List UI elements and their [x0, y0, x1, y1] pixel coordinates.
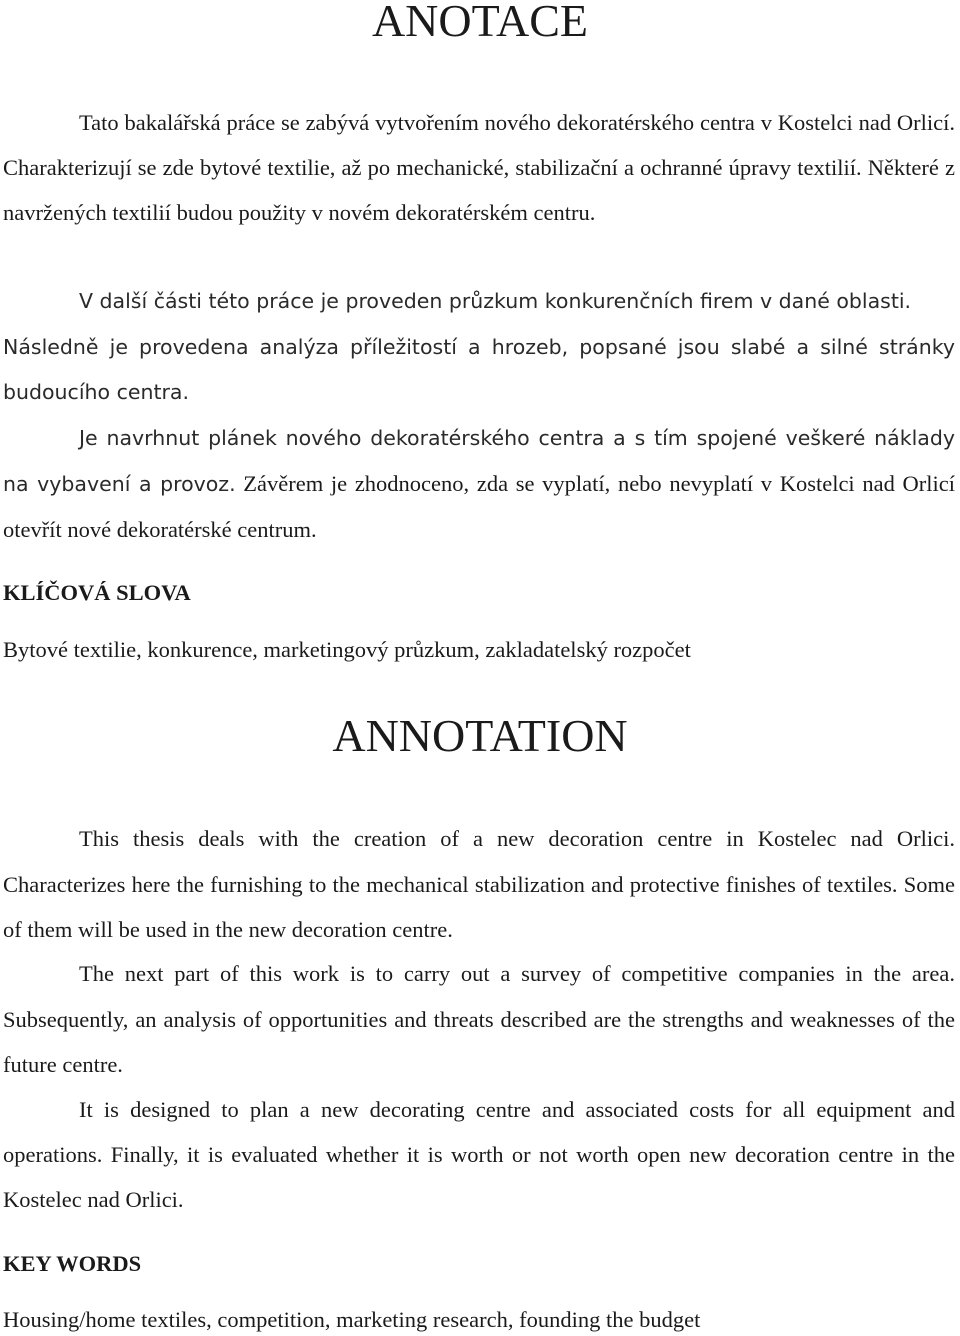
- czech-paragraph-4-part-1: Je navrhnut plánek nového dekoratérského centra a s tím spojené veškeré náklady na vybavení a provoz.: [3, 426, 955, 496]
- english-title: ANNOTATION: [332, 710, 628, 761]
- czech-paragraph-1: Tato bakalářská práce se zabývá vytvořením nového dekoratérského centra v Kostelci nad Orlicí. Charakterizují se zde bytové textilie, až po mechanické, stabilizační a ochranné úpravy textilií. Některé z navržených textilií budou použity v novém dekoratérském centru.: [3, 110, 955, 225]
- english-keywords: Housing/home textiles, competition, marketing research, founding the budget: [3, 1307, 701, 1332]
- english-keywords-heading: KEY WORDS: [3, 1251, 142, 1276]
- english-paragraph-3: It is designed to plan a new decorating centre and associated costs for all equipment and operations. Finally, it is evaluated whether it is worth or not worth open new decoration centre in the Kostelec nad Orlici.: [3, 1097, 955, 1212]
- czech-paragraph-4-part-2: Závěrem je zhodnoceno, zda se vyplatí, nebo nevyplatí v Kostelci nad Orlicí otevřít nové dekoratérské centrum.: [3, 471, 956, 542]
- english-paragraph-1: This thesis deals with the creation of a new decoration centre in Kostelec nad Orlici. Characterizes here the furnishing to the mechanical stabilization and protective finishes of textiles. Some of them will be used in the new decoration centre.: [3, 826, 955, 942]
- czech-paragraph-4: [3, 415, 955, 552]
- czech-paragraph-3: Následně je provedena analýza příležitostí a hrozeb, popsané jsou slabé a silné stránky budoucího centra.: [3, 335, 955, 404]
- czech-title: ANOTACE: [371, 0, 589, 46]
- czech-keywords-heading: KLÍČOVÁ SLOVA: [3, 580, 191, 605]
- czech-keywords: Bytové textilie, konkurence, marketingový průzkum, zakladatelský rozpočet: [3, 637, 691, 662]
- czech-paragraph-2: V další části této práce je proveden průzkum konkurenčních firem v dané oblasti.: [79, 289, 912, 313]
- english-paragraph-2: The next part of this work is to carry out a survey of competitive companies in the area. Subsequently, an analysis of opportunities and threats described are the strengths and weaknesses of the future centre.: [3, 961, 955, 1077]
